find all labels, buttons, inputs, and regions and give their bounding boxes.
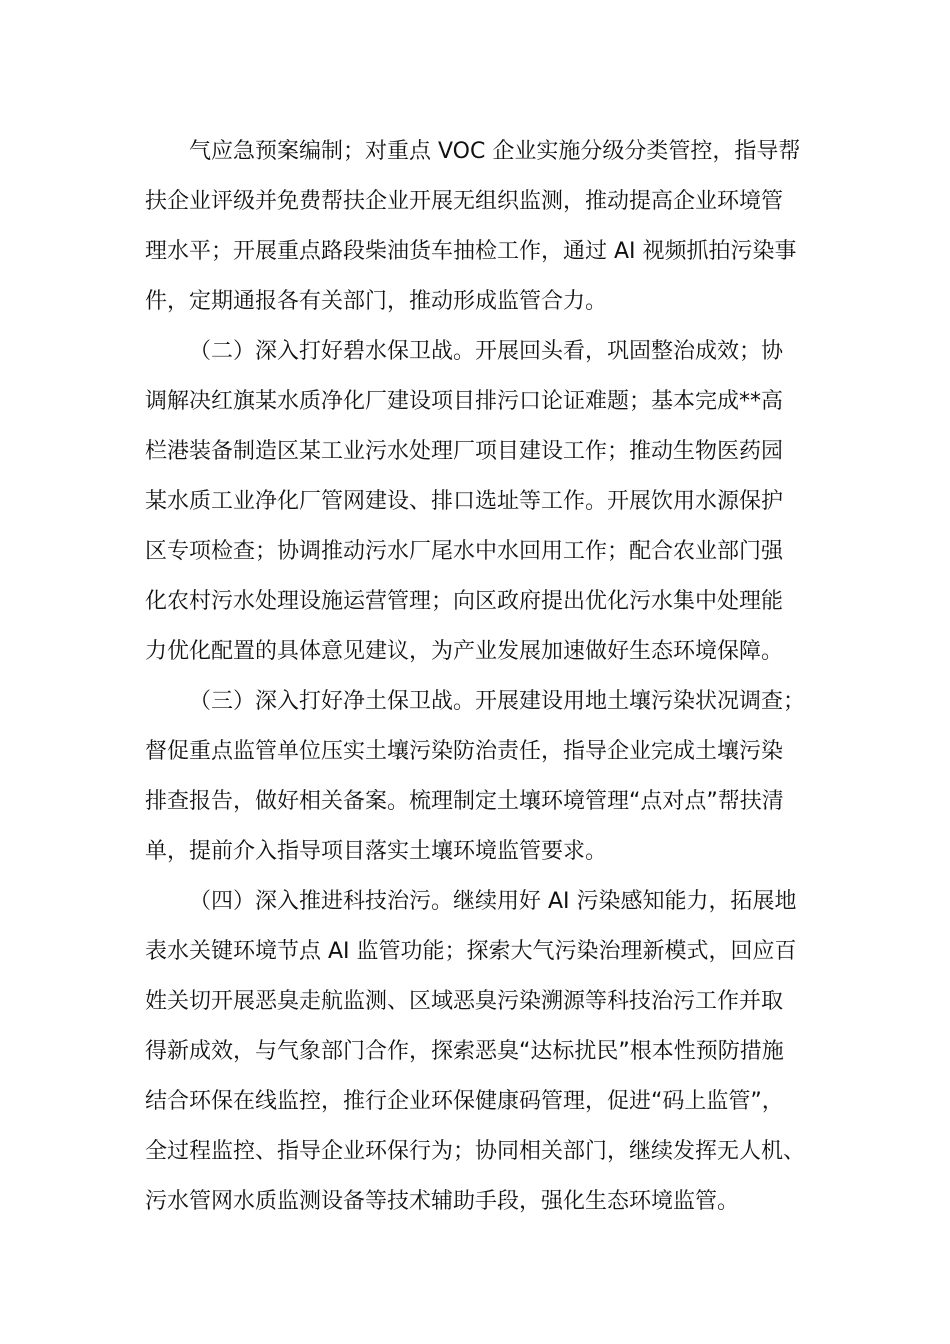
text-line: 力优化配置的具体意见建议，为产业发展加速做好生态环境保障。 — [145, 639, 784, 664]
text-line: 排查报告，做好相关备案。梳理制定土壤环境管理“点对点”帮扶清 — [145, 789, 784, 814]
text-line: 理水平；开展重点路段柴油货车抽检工作，通过 AI 视频抓拍污染事 — [145, 239, 797, 264]
text-line: （四）深入推进科技治污。继续用好 AI 污染感知能力，拓展地 — [189, 889, 797, 914]
text-line: 区专项检查；协调推动污水厂尾水中水回用工作；配合农业部门强 — [145, 539, 784, 564]
text-line: （二）深入打好碧水保卫战。开展回头看，巩固整治成效；协 — [189, 339, 784, 364]
text-line: 调解决红旗某水质净化厂建设项目排污口论证难题；基本完成**高 — [145, 389, 784, 414]
text-line: 污水管网水质监测设备等技术辅助手段，强化生态环境监管。 — [145, 1189, 740, 1214]
text-line: 得新成效，与气象部门合作，探索恶臭“达标扰民”根本性预防措施 — [145, 1039, 784, 1064]
text-line: 表水关键环境节点 AI 监管功能；探索大气污染治理新模式，回应百 — [145, 939, 797, 964]
text-line: 结合环保在线监控，推行企业环保健康码管理，促进“码上监管”， — [145, 1089, 784, 1114]
text-line: 姓关切开展恶臭走航监测、区域恶臭污染溯源等科技治污工作并取 — [145, 989, 784, 1014]
text-line: 气应急预案编制；对重点 VOC 企业实施分级分类管控，指导帮 — [189, 139, 801, 164]
text-line: 栏港装备制造区某工业污水处理厂项目建设工作；推动生物医药园 — [145, 439, 784, 464]
text-line: 扶企业评级并免费帮扶企业开展无组织监测，推动提高企业环境管 — [145, 189, 784, 214]
text-line: 全过程监控、指导企业环保行为；协同相关部门，继续发挥无人机、 — [145, 1139, 806, 1164]
text-line: 化农村污水处理设施运营管理；向区政府提出优化污水集中处理能 — [145, 589, 784, 614]
body-text — [145, 127, 825, 1227]
text-line: 某水质工业净化厂管网建设、排口选址等工作。开展饮用水源保护 — [145, 489, 784, 514]
text-line: 督促重点监管单位压实土壤污染防治责任，指导企业完成土壤污染 — [145, 739, 784, 764]
text-line: 件，定期通报各有关部门，推动形成监管合力。 — [145, 289, 608, 314]
text-line: 单，提前介入指导项目落实土壤环境监管要求。 — [145, 839, 608, 864]
text-line: （三）深入打好净土保卫战。开展建设用地土壤污染状况调查； — [189, 689, 806, 714]
